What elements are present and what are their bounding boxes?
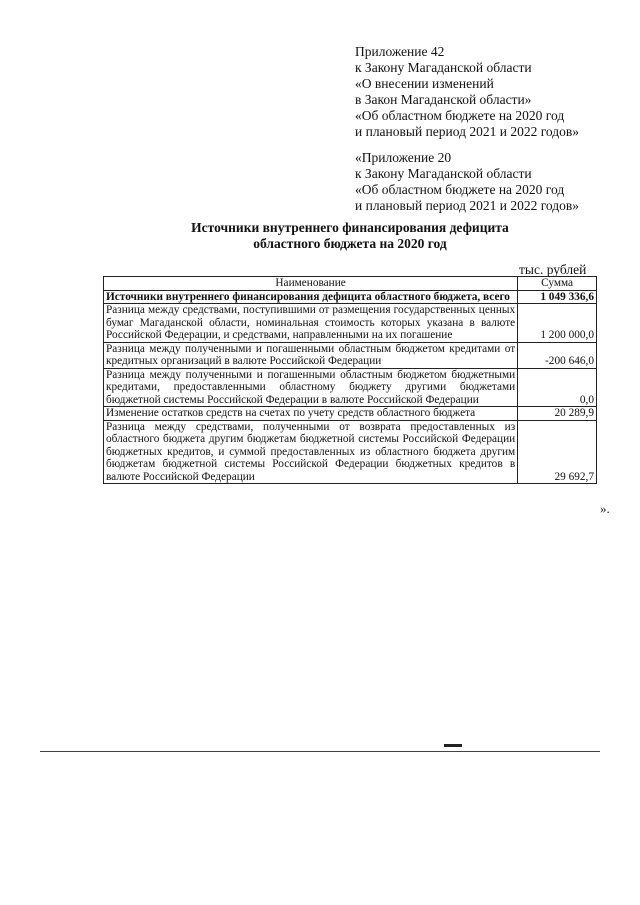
- table-row: [104, 420, 597, 484]
- document-title-line-2: областного бюджета на 2020 год: [253, 236, 447, 251]
- row-sum: 1 200 000,0: [518, 304, 597, 343]
- appendix-header-line: «Об областном бюджете на 2020 год: [355, 108, 565, 123]
- row-name: Изменение остатков средств на счетах по учету средств областного бюджета: [104, 407, 518, 421]
- unit-label: тыс. рублей: [519, 262, 587, 277]
- appendix-header-line: к Закону Магаданской области: [355, 60, 532, 75]
- financing-sources-table: [103, 276, 597, 484]
- original-appendix-header: [355, 150, 579, 214]
- header-sum: Сумма: [518, 277, 597, 291]
- table-header-row: [104, 277, 597, 291]
- row-name: Разница между полученными и погашенными областным бюджетом кредитами от кредитных организаций в валюте Российской Федерации: [104, 342, 518, 368]
- appendix-header-line: «О внесении изменений: [355, 76, 494, 91]
- appendix-header-line: Приложение 42: [355, 44, 445, 59]
- appendix-header-line: и плановый период 2021 и 2022 годов»: [355, 124, 580, 139]
- appendix-header-line: в Закон Магаданской области»: [355, 92, 532, 107]
- closing-quote-mark: ».: [600, 501, 610, 516]
- header-name: Наименование: [104, 277, 518, 291]
- row-sum: 20 289,9: [518, 407, 597, 421]
- table-row: [104, 368, 597, 407]
- appendix-header: [355, 44, 579, 140]
- document-title: [100, 220, 600, 252]
- original-appendix-header-line: «Об областном бюджете на 2020 год: [355, 182, 565, 197]
- row-name: Источники внутреннего финансирования дефицита областного бюджета, всего: [104, 290, 518, 304]
- footer-divider: [40, 751, 600, 752]
- original-appendix-header-line: и плановый период 2021 и 2022 годов»: [355, 198, 580, 213]
- original-appendix-header-line: к Закону Магаданской области: [355, 166, 532, 181]
- row-sum: 1 049 336,6: [518, 290, 597, 304]
- row-sum: -200 646,0: [518, 342, 597, 368]
- document-title-line-1: Источники внутреннего финансирования дефицита: [191, 220, 509, 235]
- table-row: [104, 304, 597, 343]
- table-row-total: [104, 290, 597, 304]
- row-name: Разница между средствами, поступившими от размещения государственных ценных бумаг Магаданской области, номинальная стоимость которых указана в валюте Российской Федерации, и средствами, направленными на их погашение: [104, 304, 518, 343]
- row-sum: 0,0: [518, 368, 597, 407]
- table-row: [104, 407, 597, 421]
- row-sum: 29 692,7: [518, 420, 597, 484]
- table-row: [104, 342, 597, 368]
- row-name: Разница между полученными и погашенными областным бюджетом бюджетными кредитами, предоставленными областному бюджету другими бюджетами бюджетной системы Российской Федерации в валюте Российской Федерации: [104, 368, 518, 407]
- row-name: Разница между средствами, полученными от возврата предоставленных из областного бюджета другим бюджетам бюджетной системы Российской Федерации бюджетных кредитов, и суммой предоставленных из областного бюджета другим бюджетам бюджетной системы Российской Федерации бюджетных кредитов в валюте Российской Федерации: [104, 420, 518, 484]
- footer-divider-mark: [444, 744, 462, 747]
- original-appendix-header-line: «Приложение 20: [355, 150, 452, 165]
